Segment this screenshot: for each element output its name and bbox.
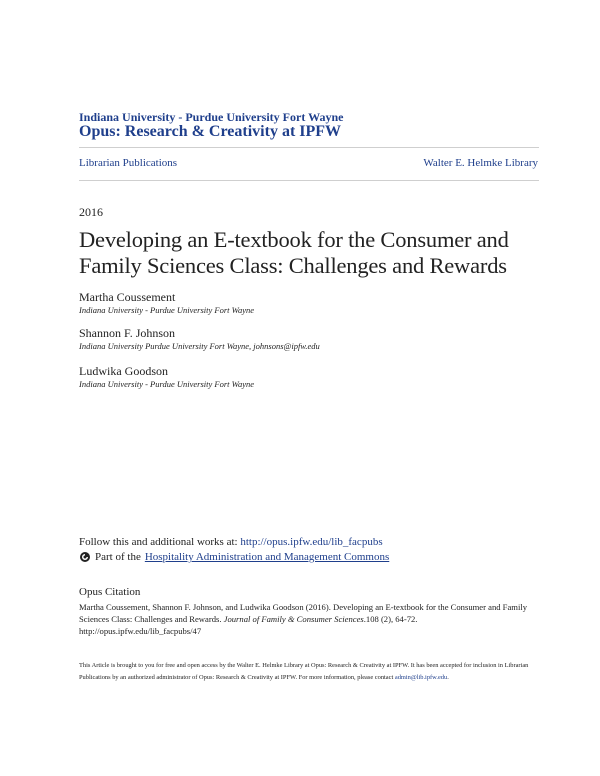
author-affiliation: Indiana University Purdue University Fort Wayne, johnsons@ipfw.edu [79, 341, 320, 351]
follow-text: Follow this and additional works at: [79, 536, 241, 548]
author-affiliation: Indiana University - Purdue University Fort Wayne [79, 379, 255, 389]
follow-url-link[interactable]: http://opus.ipfw.edu/lib_facpubs [240, 536, 383, 548]
access-notice-end: . [447, 674, 449, 681]
article-title: Developing an E-textbook for the Consumer and Family Sciences Class: Challenges and Rewards [79, 227, 509, 278]
nav-divider [79, 180, 539, 181]
citation-journal: Journal of Family & Consumer Sciences [223, 614, 364, 624]
collection-link[interactable]: Librarian Publications [79, 157, 178, 169]
contact-email-link[interactable]: admin@lib.ipfw.edu [394, 674, 448, 681]
creative-commons-icon [79, 551, 91, 563]
author-name: Martha Coussement [79, 290, 176, 304]
citation-text [79, 601, 541, 637]
access-notice-text: This Article is brought to you for free and open access by the Walter E. Helmke Library at Opus: Research & Creativity at IPFW. It has been accepted for inclusion in Librarian Publications by an authorized administrator of Opus: Research & Creativity at IPFW. For more information, please contact [79, 662, 529, 681]
citation-url[interactable]: http://opus.ipfw.edu/lib_facpubs/47 [79, 626, 202, 636]
follow-line [79, 536, 383, 548]
publication-year: 2016 [79, 205, 103, 219]
access-notice [79, 660, 541, 684]
citation-volume: .108 (2), 64-72. [363, 614, 418, 624]
citation-authors-title: Martha Coussement, Shannon F. Johnson, and Ludwika Goodson (2016). Developing an E-textbook for the Consumer and Family Sciences Class: Challenges and Rewards. [79, 602, 528, 624]
author-affiliation: Indiana University - Purdue University Fort Wayne [79, 305, 255, 315]
author-name: Ludwika Goodson [79, 364, 168, 378]
commons-link[interactable]: Hospitality Administration and Management Commons [144, 551, 390, 563]
part-of-line [79, 551, 389, 563]
header-divider [79, 147, 539, 148]
part-of-text: Part of the [95, 551, 141, 563]
institution-name[interactable]: Indiana University - Purdue University Fort Wayne [79, 110, 344, 124]
repository-name[interactable]: Opus: Research & Creativity at IPFW [79, 123, 342, 140]
library-link[interactable]: Walter E. Helmke Library [423, 157, 538, 169]
author-name: Shannon F. Johnson [79, 326, 176, 340]
citation-heading: Opus Citation [79, 586, 141, 598]
